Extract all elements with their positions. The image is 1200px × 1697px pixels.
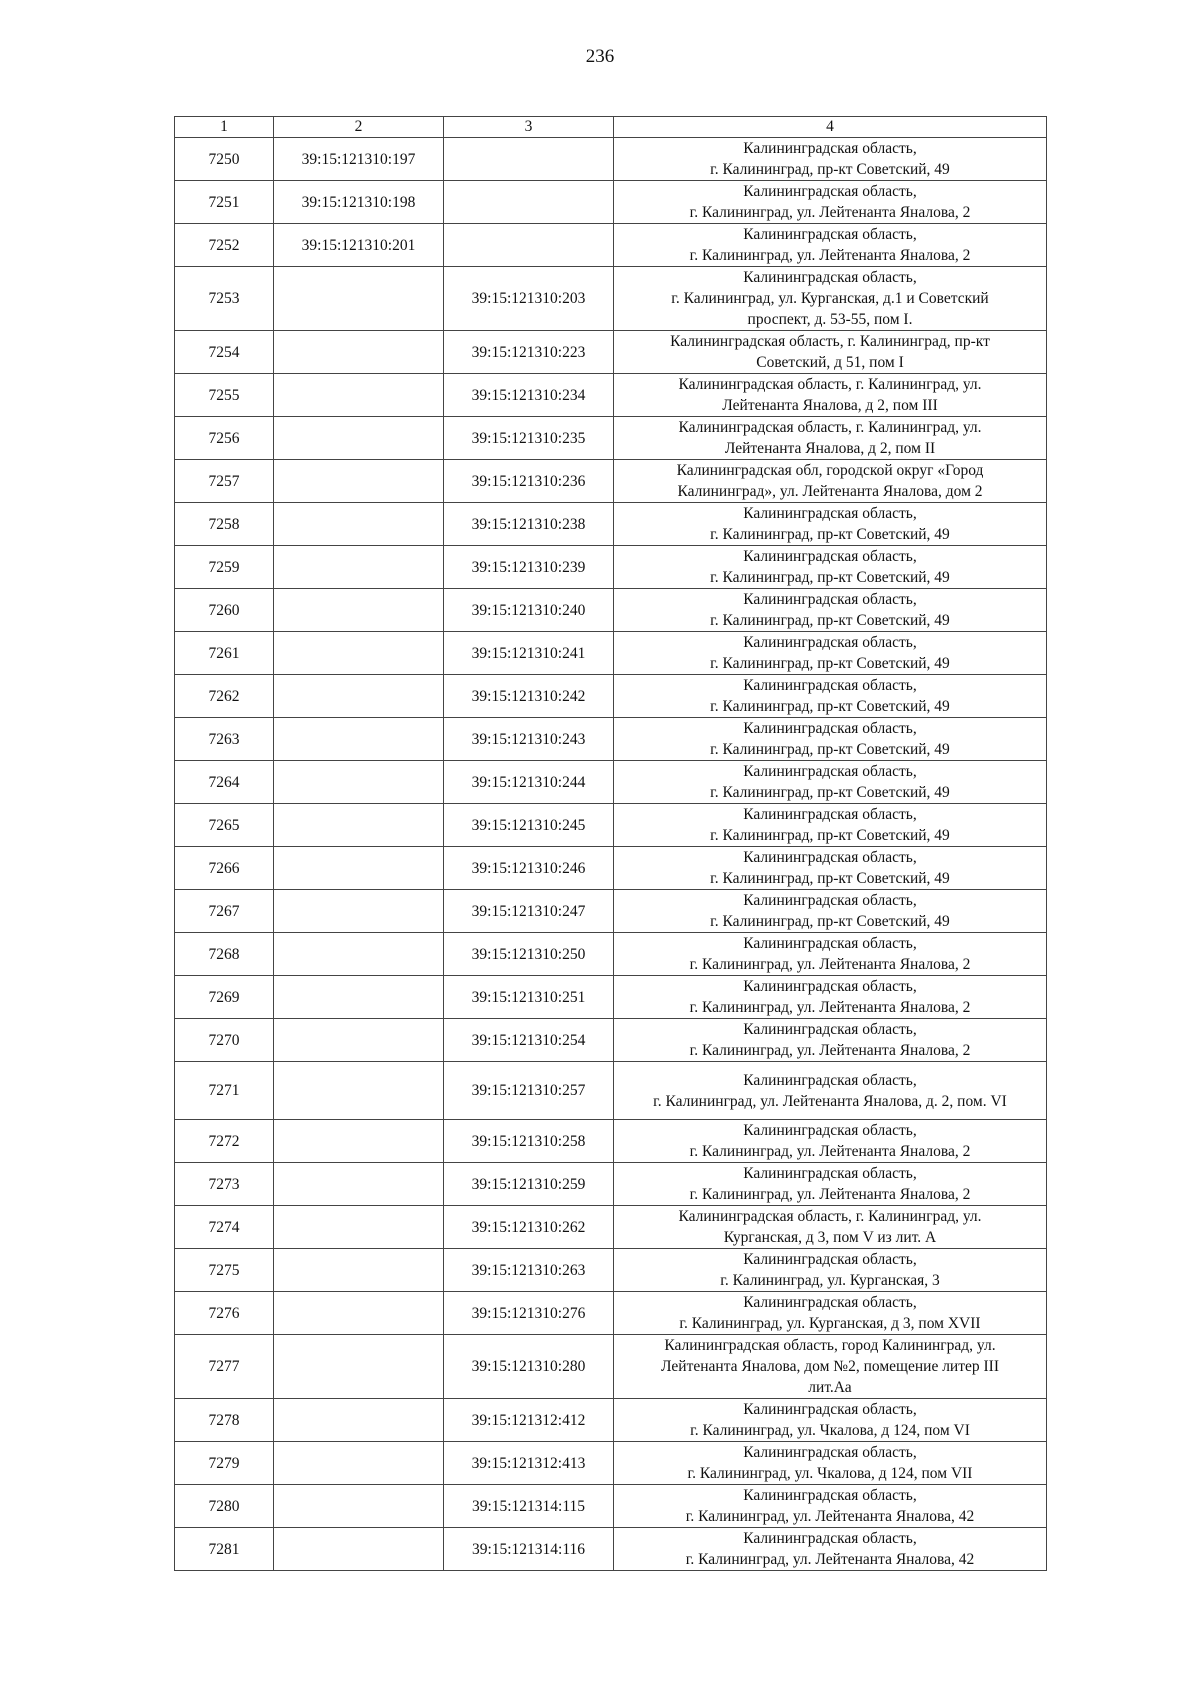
- table-header-row: [175, 117, 1047, 138]
- cadastral-number-cell: [274, 1442, 444, 1485]
- row-number-cell: 7272: [175, 1120, 274, 1163]
- row-number-cell: 7274: [175, 1206, 274, 1249]
- address-cell: Калининградская область, г. Калининград, пр-кт Советский, 49: [614, 718, 1047, 761]
- table-row: [175, 417, 1047, 460]
- building-number-cell: 39:15:121312:412: [444, 1399, 614, 1442]
- building-number-cell: 39:15:121310:203: [444, 267, 614, 331]
- building-number-cell: 39:15:121314:116: [444, 1528, 614, 1571]
- row-number-cell: 7255: [175, 374, 274, 417]
- table-row: [175, 1062, 1047, 1120]
- table-row: [175, 1292, 1047, 1335]
- address-cell: Калининградская область, г. Калининград, ул. Лейтенанта Яналова, 2: [614, 224, 1047, 267]
- row-number-cell: 7277: [175, 1335, 274, 1399]
- table-row: [175, 267, 1047, 331]
- cadastral-number-cell: [274, 331, 444, 374]
- building-number-cell: 39:15:121310:244: [444, 761, 614, 804]
- table-row: [175, 1485, 1047, 1528]
- cadastral-number-cell: [274, 1485, 444, 1528]
- table-row: [175, 1335, 1047, 1399]
- address-cell: Калининградская область, г. Калининград, ул. Лейтенанта Яналова, 2: [614, 181, 1047, 224]
- row-number-cell: 7261: [175, 632, 274, 675]
- cadastral-number-cell: [274, 374, 444, 417]
- cadastral-number-cell: [274, 847, 444, 890]
- address-cell: Калининградская область, г. Калининград, ул. Чкалова, д 124, пом VI: [614, 1399, 1047, 1442]
- cadastral-number-cell: [274, 1292, 444, 1335]
- building-number-cell: 39:15:121310:250: [444, 933, 614, 976]
- cadastral-number-cell: [274, 1163, 444, 1206]
- header-cell-2: 2: [274, 117, 444, 138]
- table-row: [175, 890, 1047, 933]
- row-number-cell: 7263: [175, 718, 274, 761]
- table-row: [175, 847, 1047, 890]
- building-number-cell: 39:15:121310:258: [444, 1120, 614, 1163]
- building-number-cell: 39:15:121312:413: [444, 1442, 614, 1485]
- address-cell: Калининградская область, г. Калининград, ул. Лейтенанта Яналова, 2: [614, 1163, 1047, 1206]
- cadastral-number-cell: [274, 1062, 444, 1120]
- cadastral-table: [174, 116, 1047, 1571]
- cadastral-number-cell: [274, 1528, 444, 1571]
- cadastral-number-cell: [274, 976, 444, 1019]
- address-cell: Калининградская область, г. Калининград, ул. Курганская, 3: [614, 1249, 1047, 1292]
- cadastral-number-cell: [274, 933, 444, 976]
- cadastral-number-cell: [274, 460, 444, 503]
- building-number-cell: 39:15:121310:236: [444, 460, 614, 503]
- cadastral-number-cell: 39:15:121310:197: [274, 138, 444, 181]
- table-row: [175, 976, 1047, 1019]
- row-number-cell: 7276: [175, 1292, 274, 1335]
- cadastral-number-cell: [274, 675, 444, 718]
- cadastral-number-cell: 39:15:121310:201: [274, 224, 444, 267]
- row-number-cell: 7256: [175, 417, 274, 460]
- building-number-cell: 39:15:121310:247: [444, 890, 614, 933]
- address-cell: Калининградская область, г. Калининград, пр-кт Советский, 49: [614, 847, 1047, 890]
- building-number-cell: [444, 224, 614, 267]
- building-number-cell: 39:15:121310:239: [444, 546, 614, 589]
- building-number-cell: 39:15:121310:238: [444, 503, 614, 546]
- cadastral-number-cell: [274, 890, 444, 933]
- building-number-cell: 39:15:121310:254: [444, 1019, 614, 1062]
- row-number-cell: 7279: [175, 1442, 274, 1485]
- cadastral-number-cell: [274, 1120, 444, 1163]
- page-number: 236: [585, 46, 615, 67]
- cadastral-number-cell: [274, 761, 444, 804]
- building-number-cell: 39:15:121310:240: [444, 589, 614, 632]
- building-number-cell: 39:15:121310:246: [444, 847, 614, 890]
- header-cell-3: 3: [444, 117, 614, 138]
- building-number-cell: [444, 181, 614, 224]
- building-number-cell: 39:15:121310:223: [444, 331, 614, 374]
- row-number-cell: 7251: [175, 181, 274, 224]
- building-number-cell: 39:15:121310:245: [444, 804, 614, 847]
- table-row: [175, 1206, 1047, 1249]
- table-row: [175, 546, 1047, 589]
- table-row: [175, 632, 1047, 675]
- table-row: [175, 804, 1047, 847]
- cadastral-number-cell: [274, 267, 444, 331]
- address-cell: Калининградская область, г. Калининград, ул. Чкалова, д 124, пом VII: [614, 1442, 1047, 1485]
- cadastral-number-cell: [274, 718, 444, 761]
- row-number-cell: 7260: [175, 589, 274, 632]
- address-cell: Калининградская область, г. Калининград, пр-кт Советский, 49: [614, 890, 1047, 933]
- row-number-cell: 7250: [175, 138, 274, 181]
- cadastral-number-cell: 39:15:121310:198: [274, 181, 444, 224]
- cadastral-number-cell: [274, 1206, 444, 1249]
- building-number-cell: 39:15:121310:276: [444, 1292, 614, 1335]
- building-number-cell: 39:15:121314:115: [444, 1485, 614, 1528]
- row-number-cell: 7270: [175, 1019, 274, 1062]
- address-cell: Калининградская область, г. Калининград, ул. Курганская, д 3, пом V из лит. А: [614, 1206, 1047, 1249]
- cadastral-number-cell: [274, 589, 444, 632]
- row-number-cell: 7254: [175, 331, 274, 374]
- table-row: [175, 1528, 1047, 1571]
- building-number-cell: 39:15:121310:262: [444, 1206, 614, 1249]
- address-cell: Калининградская область, г. Калининград, ул. Лейтенанта Яналова, 2: [614, 1120, 1047, 1163]
- row-number-cell: 7259: [175, 546, 274, 589]
- row-number-cell: 7266: [175, 847, 274, 890]
- building-number-cell: 39:15:121310:259: [444, 1163, 614, 1206]
- address-cell: Калининградская область, г. Калининград, пр-кт Советский, 49: [614, 503, 1047, 546]
- table-row: [175, 374, 1047, 417]
- table-row: [175, 1019, 1047, 1062]
- table-row: [175, 675, 1047, 718]
- row-number-cell: 7262: [175, 675, 274, 718]
- address-cell: Калининградская область, г. Калининград, ул. Лейтенанта Яналова, 42: [614, 1528, 1047, 1571]
- table-row: [175, 224, 1047, 267]
- address-cell: Калининградская область, г. Калининград, пр-кт Советский, 49: [614, 675, 1047, 718]
- cadastral-number-cell: [274, 503, 444, 546]
- address-cell: Калининградская область, г. Калининград, ул. Курганская, д 3, пом XVII: [614, 1292, 1047, 1335]
- row-number-cell: 7258: [175, 503, 274, 546]
- table-row: [175, 460, 1047, 503]
- building-number-cell: 39:15:121310:251: [444, 976, 614, 1019]
- table-row: [175, 1399, 1047, 1442]
- table-row: [175, 761, 1047, 804]
- building-number-cell: 39:15:121310:234: [444, 374, 614, 417]
- table-row: [175, 181, 1047, 224]
- row-number-cell: 7281: [175, 1528, 274, 1571]
- address-cell: Калининградская область, г. Калининград, ул. Лейтенанта Яналова, д. 2, пом. VI: [614, 1062, 1047, 1120]
- table-row: [175, 1120, 1047, 1163]
- address-cell: Калининградская область, г. Калининград, пр-кт Советский, 49: [614, 589, 1047, 632]
- address-cell: Калининградская область, г. Калининград, пр-кт Советский, 49: [614, 138, 1047, 181]
- cadastral-number-cell: [274, 417, 444, 460]
- address-cell: Калининградская область, г. Калининград, пр-кт Советский, д 51, пом I: [614, 331, 1047, 374]
- row-number-cell: 7268: [175, 933, 274, 976]
- address-cell: Калининградская область, г. Калининград, ул. Курганская, д.1 и Советский проспект, д. 53-55, пом I.: [614, 267, 1047, 331]
- address-cell: Калининградская обл, городской округ «Город Калининград», ул. Лейтенанта Яналова, дом 2: [614, 460, 1047, 503]
- building-number-cell: 39:15:121310:243: [444, 718, 614, 761]
- cadastral-number-cell: [274, 546, 444, 589]
- address-cell: Калининградская область, г. Калининград, пр-кт Советский, 49: [614, 546, 1047, 589]
- header-cell-4: 4: [614, 117, 1047, 138]
- table-row: [175, 1163, 1047, 1206]
- building-number-cell: 39:15:121310:263: [444, 1249, 614, 1292]
- row-number-cell: 7267: [175, 890, 274, 933]
- table-body: [175, 117, 1047, 1571]
- table-row: [175, 1249, 1047, 1292]
- table-row: [175, 1442, 1047, 1485]
- table-row: [175, 933, 1047, 976]
- address-cell: Калининградская область, г. Калининград, ул. Лейтенанта Яналова, 2: [614, 976, 1047, 1019]
- address-cell: Калининградская область, г. Калининград, ул. Лейтенанта Яналова, д 2, пом II: [614, 417, 1047, 460]
- table-row: [175, 331, 1047, 374]
- cadastral-number-cell: [274, 1249, 444, 1292]
- building-number-cell: 39:15:121310:242: [444, 675, 614, 718]
- address-cell: Калининградская область, г. Калининград, пр-кт Советский, 49: [614, 761, 1047, 804]
- address-cell: Калининградская область, г. Калининград, ул. Лейтенанта Яналова, д 2, пом III: [614, 374, 1047, 417]
- cadastral-number-cell: [274, 804, 444, 847]
- row-number-cell: 7273: [175, 1163, 274, 1206]
- address-cell: Калининградская область, г. Калининград, ул. Лейтенанта Яналова, 42: [614, 1485, 1047, 1528]
- cadastral-number-cell: [274, 1335, 444, 1399]
- table-row: [175, 138, 1047, 181]
- row-number-cell: 7253: [175, 267, 274, 331]
- cadastral-number-cell: [274, 1399, 444, 1442]
- row-number-cell: 7252: [175, 224, 274, 267]
- table-row: [175, 718, 1047, 761]
- address-cell: Калининградская область, г. Калининград, ул. Лейтенанта Яналова, 2: [614, 1019, 1047, 1062]
- address-cell: Калининградская область, г. Калининград, пр-кт Советский, 49: [614, 632, 1047, 675]
- building-number-cell: 39:15:121310:257: [444, 1062, 614, 1120]
- row-number-cell: 7278: [175, 1399, 274, 1442]
- cadastral-number-cell: [274, 632, 444, 675]
- building-number-cell: [444, 138, 614, 181]
- row-number-cell: 7264: [175, 761, 274, 804]
- header-cell-1: 1: [175, 117, 274, 138]
- address-cell: Калининградская область, г. Калининград, пр-кт Советский, 49: [614, 804, 1047, 847]
- table-row: [175, 503, 1047, 546]
- address-cell: Калининградская область, г. Калининград, ул. Лейтенанта Яналова, 2: [614, 933, 1047, 976]
- row-number-cell: 7271: [175, 1062, 274, 1120]
- row-number-cell: 7275: [175, 1249, 274, 1292]
- table-row: [175, 589, 1047, 632]
- row-number-cell: 7257: [175, 460, 274, 503]
- row-number-cell: 7265: [175, 804, 274, 847]
- cadastral-number-cell: [274, 1019, 444, 1062]
- row-number-cell: 7280: [175, 1485, 274, 1528]
- building-number-cell: 39:15:121310:241: [444, 632, 614, 675]
- address-cell: Калининградская область, город Калининград, ул. Лейтенанта Яналова, дом №2, помещение литер III лит.Аа: [614, 1335, 1047, 1399]
- building-number-cell: 39:15:121310:280: [444, 1335, 614, 1399]
- building-number-cell: 39:15:121310:235: [444, 417, 614, 460]
- row-number-cell: 7269: [175, 976, 274, 1019]
